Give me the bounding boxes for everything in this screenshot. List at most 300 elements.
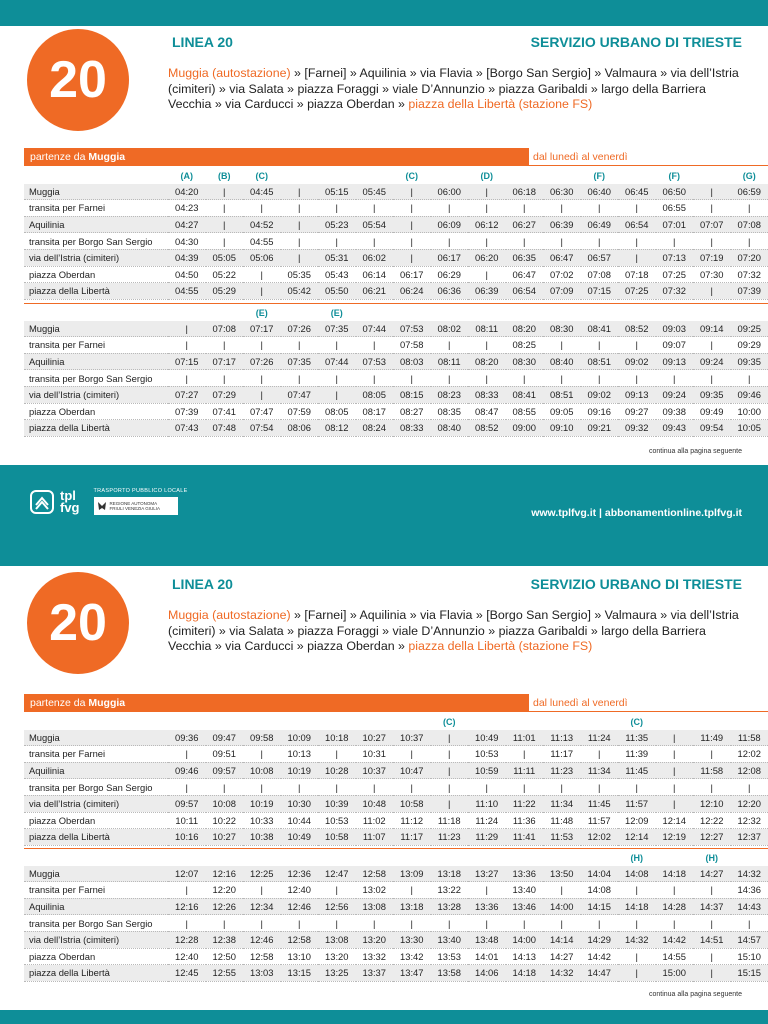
departure-time: 13:18 — [431, 866, 469, 882]
departure-time: 10:53 — [318, 812, 356, 829]
stop-name: Aquilinia — [24, 216, 168, 233]
stop-name: transita per Farnei — [24, 746, 168, 763]
departure-time: 07:01 — [656, 216, 694, 233]
departure-time: 09:24 — [656, 386, 694, 403]
departure-time: 12:19 — [656, 829, 694, 846]
timetable — [24, 305, 768, 437]
departure-time: | — [693, 184, 731, 200]
departure-time: | — [468, 370, 506, 387]
departure-time: 08:51 — [543, 386, 581, 403]
departure-time: | — [693, 915, 731, 932]
departure-time: 12:50 — [206, 948, 244, 965]
departure-time: 10:38 — [243, 829, 281, 846]
departure-time: 14:32 — [731, 866, 768, 882]
departure-time: 12:07 — [168, 866, 206, 882]
departure-time: 09:49 — [693, 403, 731, 420]
note-label — [281, 168, 319, 184]
departure-time: 10:58 — [393, 795, 431, 812]
departure-time: | — [243, 337, 281, 354]
departure-time: 07:08 — [731, 216, 768, 233]
departure-time: 13:03 — [243, 965, 281, 982]
departure-time: 14:01 — [468, 948, 506, 965]
departure-time: | — [243, 882, 281, 899]
departure-time: | — [506, 779, 544, 796]
departure-time: 09:13 — [618, 386, 656, 403]
departure-time: 09:46 — [168, 762, 206, 779]
note-label — [431, 168, 469, 184]
departure-time: | — [618, 779, 656, 796]
note-label — [393, 305, 431, 321]
departure-time: 09:07 — [656, 337, 694, 354]
departure-time: 09:25 — [731, 321, 768, 337]
departure-time: | — [618, 200, 656, 217]
departure-time: | — [693, 200, 731, 217]
departure-time: 07:41 — [206, 403, 244, 420]
departure-time: 04:55 — [168, 283, 206, 300]
departure-time: 10:37 — [393, 730, 431, 746]
departure-time: | — [618, 915, 656, 932]
departure-time: | — [618, 370, 656, 387]
departure-time: | — [656, 370, 694, 387]
departure-time: | — [468, 266, 506, 283]
departure-time: 09:14 — [693, 321, 731, 337]
note-label — [468, 714, 506, 730]
departure-time: 10:11 — [168, 812, 206, 829]
region-logo: REGIONE AUTONOMA FRIULI VENEZIA GIULIA — [94, 497, 178, 515]
departure-time: | — [468, 337, 506, 354]
departure-time: 12:25 — [243, 866, 281, 882]
departure-time: 04:50 — [168, 266, 206, 283]
departure-time: | — [281, 915, 319, 932]
route-description — [168, 66, 743, 113]
departure-time: 12:16 — [206, 866, 244, 882]
departure-time: | — [731, 200, 768, 217]
departure-time: 14:00 — [506, 931, 544, 948]
departure-time: | — [243, 283, 281, 300]
departure-time: 13:08 — [318, 931, 356, 948]
stop-name: Aquilinia — [24, 762, 168, 779]
note-label: (D) — [480, 170, 493, 181]
departure-time: 11:39 — [618, 746, 656, 763]
line-number-badge: 20 — [24, 26, 132, 134]
departure-time: | — [393, 249, 431, 266]
note-label: (B) — [218, 170, 231, 181]
departure-time: 09:32 — [618, 420, 656, 437]
departure-time: 09:02 — [618, 353, 656, 370]
departure-time: 06:55 — [656, 200, 694, 217]
departure-time: | — [693, 370, 731, 387]
note-label — [281, 714, 319, 730]
note-label — [206, 714, 244, 730]
departure-time: | — [431, 915, 469, 932]
departure-time: 12:36 — [281, 866, 319, 882]
departure-time: | — [693, 882, 731, 899]
stop-name: piazza della Libertà — [24, 829, 168, 846]
departure-time: 11:22 — [506, 795, 544, 812]
departure-time: 11:57 — [581, 812, 619, 829]
departure-time: | — [206, 915, 244, 932]
stop-name: transita per Borgo San Sergio — [24, 370, 168, 387]
departure-time: 09:02 — [581, 386, 619, 403]
departure-time: 06:30 — [543, 184, 581, 200]
departure-time: 06:29 — [431, 266, 469, 283]
departure-time: 14:47 — [581, 965, 619, 982]
departure-time: | — [431, 779, 469, 796]
route-stops: » [Farnei] » Aquilinia » via Flavia » [Borgo San Sergio] » Valmaura » via dell’Istria (cimiteri) » via Salata » piazza Foraggi » viale D’Annunzio » piazza Garibaldi » largo della Barriera Vecchia » via Carducci » piazza Oberdan » — [168, 608, 739, 653]
departure-time: 13:46 — [506, 898, 544, 915]
departure-time: | — [506, 200, 544, 217]
departure-time: 06:47 — [543, 249, 581, 266]
departure-time: 04:55 — [243, 233, 281, 250]
departure-time: 13:48 — [468, 931, 506, 948]
departure-time: 10:22 — [206, 812, 244, 829]
departure-time: 09:35 — [693, 386, 731, 403]
departure-time: 07:53 — [356, 353, 394, 370]
departure-time: 07:07 — [693, 216, 731, 233]
departure-time: | — [656, 762, 694, 779]
departure-time: 14:27 — [693, 866, 731, 882]
departure-time: 08:41 — [506, 386, 544, 403]
stop-name: via dell’Istria (cimiteri) — [24, 249, 168, 266]
note-labels-row — [24, 168, 768, 184]
departure-time: 06:35 — [506, 249, 544, 266]
departure-time: 13:09 — [393, 866, 431, 882]
note-label — [468, 305, 506, 321]
departure-time: 07:25 — [618, 283, 656, 300]
departure-time: | — [656, 746, 694, 763]
departure-time: 09:24 — [693, 353, 731, 370]
table-row — [24, 353, 768, 370]
departures-from: partenze da Muggia — [24, 694, 529, 712]
departure-time: 07:19 — [693, 249, 731, 266]
note-label — [356, 850, 394, 866]
departure-time: 08:55 — [506, 403, 544, 420]
departure-time: | — [693, 233, 731, 250]
table-row — [24, 829, 768, 846]
departure-time: 11:57 — [618, 795, 656, 812]
note-labels-row — [24, 850, 768, 866]
departure-time: 11:12 — [393, 812, 431, 829]
departure-time: 14:29 — [581, 931, 619, 948]
departure-time: | — [318, 200, 356, 217]
departure-time: 14:36 — [731, 882, 768, 899]
departure-time: | — [393, 882, 431, 899]
note-label: (C) — [630, 716, 643, 727]
tplfvg-logo-icon — [30, 490, 54, 514]
note-label — [731, 850, 768, 866]
departure-time: | — [393, 184, 431, 200]
note-label: (F) — [668, 170, 680, 181]
route-start: Muggia (autostazione) — [168, 608, 291, 622]
departure-time: 10:19 — [281, 762, 319, 779]
departure-time: | — [693, 965, 731, 982]
departure-time: 14:57 — [731, 931, 768, 948]
departure-time: 07:47 — [243, 403, 281, 420]
departure-time: | — [318, 233, 356, 250]
departure-time: | — [356, 200, 394, 217]
stop-name: Muggia — [24, 730, 168, 746]
departure-time: 06:36 — [431, 283, 469, 300]
departure-time: 11:41 — [506, 829, 544, 846]
departure-time: | — [693, 283, 731, 300]
departure-time: | — [206, 370, 244, 387]
departure-time: 08:02 — [431, 321, 469, 337]
departure-time: | — [356, 370, 394, 387]
continued-note: continua alla pagina seguente — [648, 991, 742, 998]
departure-time: 08:20 — [468, 353, 506, 370]
note-label — [581, 714, 619, 730]
departure-time: 12:58 — [281, 931, 319, 948]
departure-time: 09:10 — [543, 420, 581, 437]
departure-time: | — [243, 266, 281, 283]
departure-time: | — [393, 915, 431, 932]
route-start: Muggia (autostazione) — [168, 66, 291, 80]
departure-time: 12:02 — [581, 829, 619, 846]
note-label — [506, 714, 544, 730]
departure-time: 12:40 — [281, 882, 319, 899]
departure-time: 08:06 — [281, 420, 319, 437]
departure-time: 04:20 — [168, 184, 206, 200]
departure-time: 07:17 — [206, 353, 244, 370]
departure-time: | — [281, 370, 319, 387]
departure-time: | — [431, 762, 469, 779]
departure-time: 11:53 — [543, 829, 581, 846]
departure-time: 04:52 — [243, 216, 281, 233]
departure-time: 14:15 — [581, 898, 619, 915]
departure-time: | — [318, 386, 356, 403]
departure-time: | — [581, 779, 619, 796]
departure-time: 06:27 — [506, 216, 544, 233]
departure-time: | — [206, 184, 244, 200]
departure-time: 05:45 — [356, 184, 394, 200]
departure-time: 13:40 — [431, 931, 469, 948]
note-label — [356, 305, 394, 321]
note-label — [431, 850, 469, 866]
departure-time: 10:58 — [318, 829, 356, 846]
departure-time: 11:45 — [581, 795, 619, 812]
service-days: dal lunedì al venerdì — [529, 148, 768, 166]
eagle-icon — [97, 500, 107, 512]
departure-time: | — [281, 337, 319, 354]
departure-time: 13:20 — [356, 931, 394, 948]
departure-time: | — [581, 233, 619, 250]
departure-time: | — [581, 746, 619, 763]
departure-time: 08:23 — [431, 386, 469, 403]
note-label — [693, 714, 731, 730]
departure-time: | — [656, 233, 694, 250]
departure-time: 14:28 — [656, 898, 694, 915]
departure-time: | — [206, 233, 244, 250]
note-label — [356, 714, 394, 730]
note-label — [281, 850, 319, 866]
departure-time: | — [506, 746, 544, 763]
departure-time: | — [543, 779, 581, 796]
departure-time: | — [281, 216, 319, 233]
note-label — [506, 305, 544, 321]
departure-time: 09:57 — [168, 795, 206, 812]
note-label — [393, 714, 431, 730]
departure-time: | — [693, 746, 731, 763]
departure-time: 10:59 — [468, 762, 506, 779]
departure-time: | — [731, 233, 768, 250]
departure-time: | — [618, 337, 656, 354]
note-label: (C) — [255, 170, 268, 181]
departure-time: 11:13 — [543, 730, 581, 746]
departure-time: | — [168, 746, 206, 763]
departures-header — [24, 148, 768, 166]
departure-time: 09:27 — [618, 403, 656, 420]
departure-time: 12:14 — [618, 829, 656, 846]
departure-time: 12:27 — [693, 829, 731, 846]
departure-time: | — [656, 730, 694, 746]
departure-time: 07:59 — [281, 403, 319, 420]
departure-time: 08:12 — [318, 420, 356, 437]
departure-time: 09:38 — [656, 403, 694, 420]
table-row — [24, 420, 768, 437]
departure-time: 07:54 — [243, 420, 281, 437]
departure-time: 12:37 — [731, 829, 768, 846]
departure-time: 08:52 — [618, 321, 656, 337]
departure-time: 06:21 — [356, 283, 394, 300]
departure-time: 13:10 — [281, 948, 319, 965]
departures-header — [24, 694, 768, 712]
departure-time: 14:51 — [693, 931, 731, 948]
departure-time: 12:32 — [731, 812, 768, 829]
departure-time: 08:25 — [506, 337, 544, 354]
route-end: piazza della Libertà (stazione FS) — [408, 639, 593, 653]
departure-time: 11:23 — [543, 762, 581, 779]
departure-time: 07:27 — [168, 386, 206, 403]
departure-time: | — [168, 337, 206, 354]
departure-time: 06:39 — [468, 283, 506, 300]
departure-time: | — [618, 948, 656, 965]
departure-time: | — [581, 915, 619, 932]
departure-time: | — [281, 184, 319, 200]
departure-time: | — [581, 370, 619, 387]
departure-time: | — [656, 779, 694, 796]
departure-time: 05:22 — [206, 266, 244, 283]
note-label — [581, 305, 619, 321]
block-separator — [24, 303, 768, 304]
region-block — [94, 488, 188, 515]
departure-time: 09:21 — [581, 420, 619, 437]
departure-time: 09:29 — [731, 337, 768, 354]
line-number-badge: 20 — [24, 569, 132, 677]
website-link[interactable]: www.tplfvg.it | abbonamentionline.tplfvg.it — [531, 507, 742, 519]
departure-time: 06:47 — [506, 266, 544, 283]
departure-time: 15:15 — [731, 965, 768, 982]
departure-time: 08:03 — [393, 353, 431, 370]
departure-time: 12:10 — [693, 795, 731, 812]
departure-time: | — [206, 216, 244, 233]
departure-time: 07:25 — [656, 266, 694, 283]
note-label — [168, 850, 206, 866]
departure-time: 06:39 — [543, 216, 581, 233]
table-row — [24, 931, 768, 948]
departure-time: | — [543, 233, 581, 250]
departure-time: 07:13 — [656, 249, 694, 266]
bottom-band — [0, 1010, 768, 1024]
departure-time: 08:30 — [543, 321, 581, 337]
departure-time: 10:39 — [318, 795, 356, 812]
stop-name: transita per Borgo San Sergio — [24, 915, 168, 932]
block-separator — [24, 848, 768, 849]
departure-time: 09:54 — [693, 420, 731, 437]
service-days: dal lunedì al venerdì — [529, 694, 768, 712]
note-label — [468, 850, 506, 866]
table-row — [24, 965, 768, 982]
departure-time: 11:45 — [618, 762, 656, 779]
departure-time: 10:08 — [243, 762, 281, 779]
departure-time: 09:16 — [581, 403, 619, 420]
departure-time: 07:44 — [356, 321, 394, 337]
departure-time: 11:23 — [431, 829, 469, 846]
departure-time: 14:27 — [543, 948, 581, 965]
departure-time: 07:43 — [168, 420, 206, 437]
departure-time: 07:35 — [318, 321, 356, 337]
table-row — [24, 866, 768, 882]
stop-name: Muggia — [24, 866, 168, 882]
note-label — [543, 714, 581, 730]
note-label: (A) — [180, 170, 193, 181]
departure-time: 05:50 — [318, 283, 356, 300]
stop-name: via dell’Istria (cimiteri) — [24, 931, 168, 948]
departure-time: 14:14 — [543, 931, 581, 948]
departure-time: | — [506, 233, 544, 250]
departure-time: 06:20 — [468, 249, 506, 266]
table-row — [24, 266, 768, 283]
departure-time: 09:00 — [506, 420, 544, 437]
note-label — [581, 850, 619, 866]
departure-time: 06:02 — [356, 249, 394, 266]
stop-name: piazza Oberdan — [24, 403, 168, 420]
departure-time: 10:19 — [243, 795, 281, 812]
departure-time: 11:17 — [393, 829, 431, 846]
stop-name: Muggia — [24, 321, 168, 337]
departure-time: 09:35 — [731, 353, 768, 370]
stop-name: transita per Farnei — [24, 337, 168, 354]
departure-time: 10:47 — [393, 762, 431, 779]
note-label: (H) — [705, 852, 718, 863]
departure-time: 10:44 — [281, 812, 319, 829]
note-label: (E) — [330, 307, 343, 318]
departure-time: 10:30 — [281, 795, 319, 812]
departure-time: | — [243, 779, 281, 796]
departure-time: 13:02 — [356, 882, 394, 899]
departure-time: 12:58 — [243, 948, 281, 965]
departure-time: 13:28 — [431, 898, 469, 915]
departure-time: | — [468, 233, 506, 250]
line-title: LINEA 20 — [172, 576, 233, 592]
departure-time: 06:09 — [431, 216, 469, 233]
departure-time: 11:48 — [543, 812, 581, 829]
departure-time: 07:30 — [693, 266, 731, 283]
departure-time: 07:26 — [281, 321, 319, 337]
departure-time: | — [281, 233, 319, 250]
note-label — [206, 305, 244, 321]
note-labels-row — [24, 714, 768, 730]
departure-time: 06:14 — [356, 266, 394, 283]
departure-time: | — [731, 915, 768, 932]
departure-time: | — [168, 370, 206, 387]
departure-time: | — [693, 779, 731, 796]
departure-time: | — [431, 746, 469, 763]
note-label — [656, 305, 694, 321]
departure-time: 09:58 — [243, 730, 281, 746]
departure-time: 12:16 — [168, 898, 206, 915]
table-row — [24, 948, 768, 965]
note-label — [618, 168, 656, 184]
